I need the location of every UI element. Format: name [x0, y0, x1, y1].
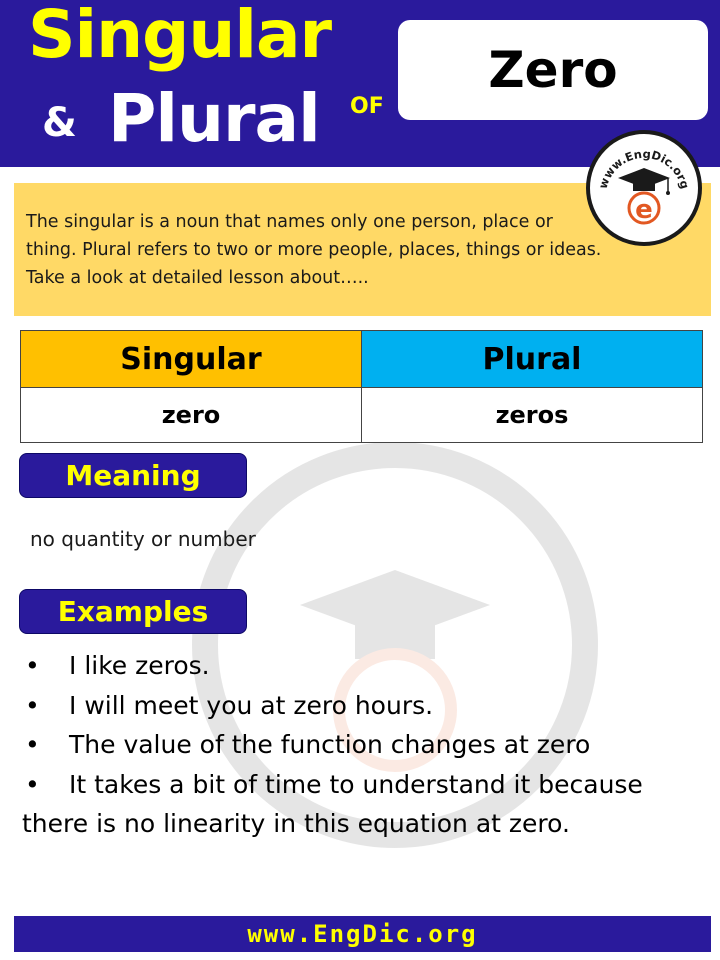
logo-letter: e — [635, 195, 653, 225]
singular-header: Singular — [21, 331, 362, 388]
title-ampersand: & — [42, 100, 77, 146]
bullet: • — [25, 730, 40, 759]
word-box — [398, 20, 708, 120]
example-text: It takes a bit of time to understand it because there is no linearity in this equation at zero. — [22, 769, 643, 838]
engdic-logo — [586, 130, 702, 246]
plural-cell: zeros — [362, 388, 703, 443]
title-singular: Singular — [28, 0, 332, 73]
word-title: Zero — [488, 41, 618, 99]
example-text: I like zeros. — [69, 651, 210, 680]
table-header-row — [21, 331, 703, 388]
bullet: • — [25, 769, 40, 799]
meaning-text: no quantity or number — [30, 527, 256, 551]
singular-cell: zero — [21, 388, 362, 443]
logo-graphic — [590, 134, 698, 242]
meaning-heading: Meaning — [19, 453, 247, 498]
list-item — [22, 765, 697, 844]
table-row — [21, 388, 703, 443]
intro-text: The singular is a noun that names only one person, place or thing. Plural refers to two or more people, places, things or ideas. Take a look at detailed lesson about….. — [26, 212, 602, 288]
title-plural: Plural — [108, 80, 320, 157]
example-text: I will meet you at zero hours. — [69, 690, 434, 720]
plural-header: Plural — [362, 331, 703, 388]
singular-plural-table — [20, 330, 703, 443]
bullet: • — [25, 690, 40, 720]
footer-url[interactable]: www.EngDic.org — [14, 916, 711, 952]
list-item — [22, 646, 697, 686]
example-text: The value of the function changes at zero — [69, 730, 591, 759]
bullet: • — [25, 651, 40, 680]
logo-text: www.EngDic.org — [595, 146, 693, 191]
examples-list — [22, 646, 697, 844]
list-item — [22, 686, 697, 726]
examples-heading: Examples — [19, 589, 247, 634]
list-item — [22, 725, 697, 765]
title-of: OF — [350, 94, 384, 119]
